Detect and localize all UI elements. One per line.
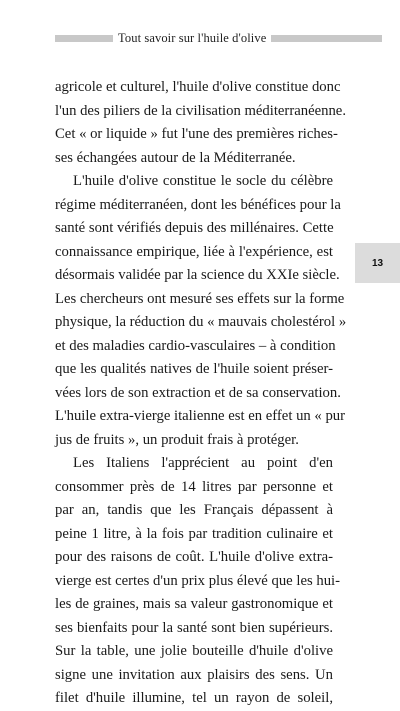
text-line: désormais validée par la science du XXIe siècle. bbox=[55, 267, 340, 283]
text-line: physique, la réduction du « mauvais cholestérol » bbox=[55, 314, 347, 330]
text-line: que les qualités natives de l'huile soient préser- bbox=[55, 361, 333, 377]
running-header bbox=[55, 31, 382, 45]
text-line: régime méditerranéen, dont les bénéfices pour la bbox=[55, 196, 341, 213]
text-line: les de graines, mais sa valeur gastronomique et bbox=[55, 596, 333, 612]
text-line: et des maladies cardio-vasculaires – à condition bbox=[55, 337, 336, 354]
text-line: peine 1 litre, à la fois par tradition culinaire et bbox=[55, 525, 333, 542]
text-line: vierge est certes d'un prix plus élevé que les hui- bbox=[55, 572, 341, 589]
text-line: jus de fruits », un produit frais à protéger. bbox=[55, 431, 299, 448]
text-line: pour des raisons de coût. L'huile d'olive extra- bbox=[55, 549, 333, 565]
text-line: l'un des piliers de la civilisation méditerranéenne. bbox=[55, 102, 346, 119]
text-line: connaissance empirique, liée à l'expérience, est bbox=[55, 243, 333, 260]
page-number-tab bbox=[355, 243, 400, 283]
body-text bbox=[55, 76, 347, 711]
running-title: Tout savoir sur l'huile d'olive bbox=[118, 30, 267, 45]
text-line: consommer près de 14 litres par personne et bbox=[55, 478, 333, 495]
text-line: Cet « or liquide » fut l'une des premières riches- bbox=[55, 126, 338, 142]
header-rule-left bbox=[55, 35, 113, 42]
text-line: filet d'huile illumine, tel un rayon de soleil, bbox=[55, 690, 333, 706]
text-line: ses échangées autour de la Méditerranée. bbox=[55, 149, 296, 166]
page-number: 13 bbox=[371, 257, 384, 269]
text-line: L'huile extra-vierge italienne est en effet un « pur bbox=[55, 408, 346, 424]
text-line: santé sont vérifiés depuis des millénaires. Cette bbox=[55, 220, 334, 236]
text-line: L'huile d'olive constitue le socle du célèbre bbox=[73, 173, 333, 189]
text-line: ses bienfaits pour la santé sont bien supérieurs. bbox=[55, 619, 333, 636]
text-line: par an, tandis que les Français dépassent à bbox=[55, 502, 333, 518]
text-line: Les Italiens l'apprécient au point d'en bbox=[73, 455, 333, 471]
text-line: agricole et culturel, l'huile d'olive constitue donc bbox=[55, 79, 341, 95]
text-line: Les chercheurs ont mesuré ses effets sur la forme bbox=[55, 290, 345, 307]
text-line: vées lors de son extraction et de sa conservation. bbox=[55, 384, 341, 401]
text-line: Sur la table, une jolie bouteille d'huile d'olive bbox=[55, 643, 333, 659]
text-line: signe une invitation aux plaisirs des sens. Un bbox=[55, 666, 333, 683]
header-rule-right bbox=[271, 35, 382, 42]
